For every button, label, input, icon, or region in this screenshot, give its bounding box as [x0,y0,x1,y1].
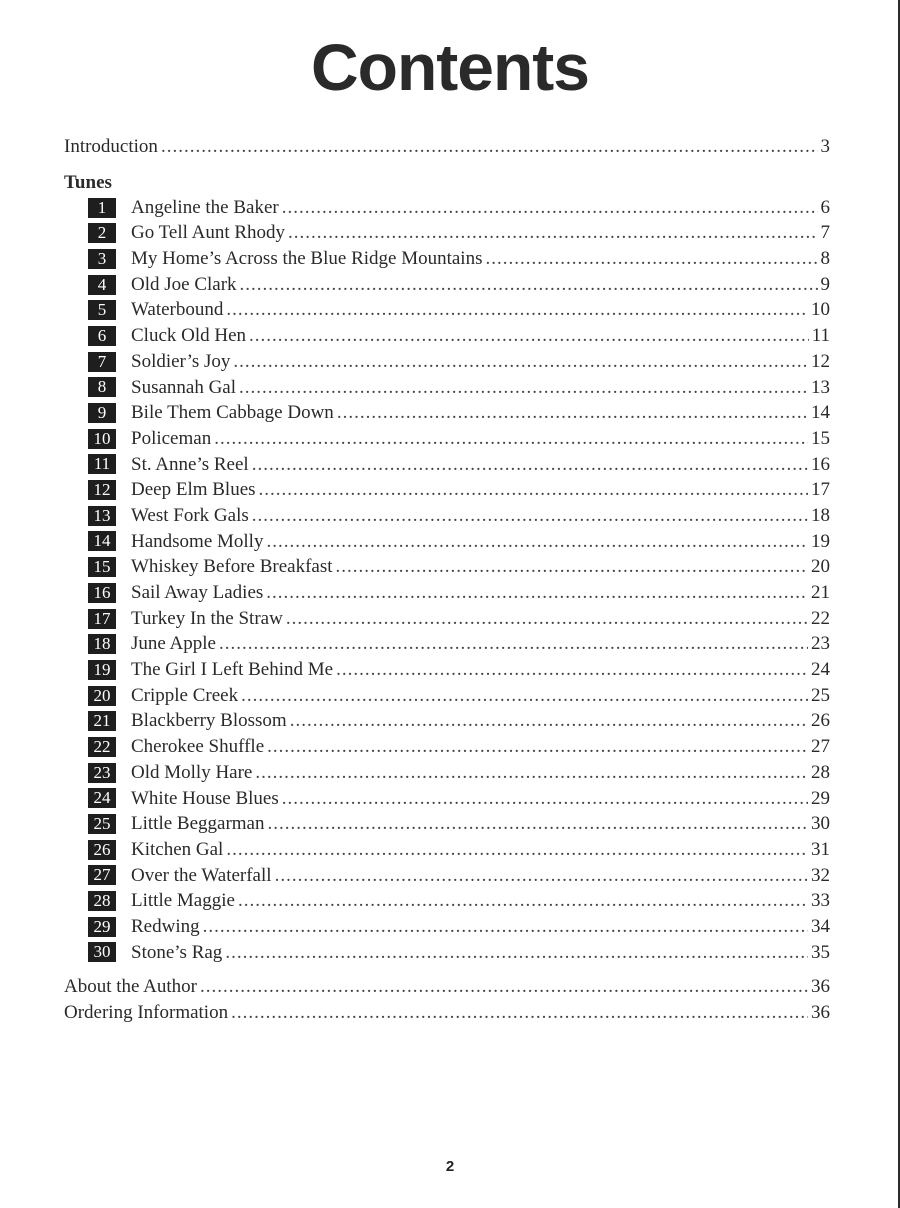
dot-leader [337,400,808,426]
toc-entry-tune[interactable] [64,734,830,760]
dot-leader [282,195,818,221]
toc-entry-label: West Fork Gals [131,504,249,526]
tune-number-badge: 30 [88,942,116,962]
dot-leader [200,974,808,1000]
toc-entry-tune[interactable] [64,760,830,786]
toc-entry-page: 28 [811,761,830,783]
tune-number-badge: 1 [88,198,116,218]
dot-leader [226,297,808,323]
dot-leader [286,606,808,632]
toc-entry-page: 25 [811,684,830,706]
toc-entry-page: 35 [811,941,830,963]
toc-entry-tune[interactable] [64,195,830,221]
toc-entry-tune[interactable] [64,554,830,580]
toc-entry-page: 19 [811,530,830,552]
toc-entry-tune[interactable] [64,297,830,323]
toc-entry-label: St. Anne’s Reel [131,453,249,475]
toc-entry-label: Little Maggie [131,890,235,912]
tune-number-badge: 3 [88,249,116,269]
tune-number-badge: 13 [88,506,116,526]
toc-entry-introduction[interactable] [64,134,830,160]
toc-entry-tune[interactable] [64,940,830,966]
toc-entry-page: 27 [811,736,830,758]
page-number: 2 [445,1158,455,1175]
dot-leader [252,503,808,529]
dot-leader [255,760,808,786]
toc-entry-label: Sail Away Ladies [131,582,264,603]
toc-entry-label: Blackberry Blossom [131,710,287,732]
dot-leader [238,888,808,914]
toc-entry-tune[interactable] [64,708,830,734]
toc-entry-label: Cluck Old Hen [131,325,247,347]
toc-entry-label: Cripple Creek [131,684,239,706]
back-matter-list [64,974,830,1025]
toc-entry-page: 6 [820,196,830,218]
dot-leader [485,246,817,272]
toc-entry-page: 7 [820,222,830,244]
toc-entry-tune[interactable] [64,631,830,657]
toc-entry-page: 31 [811,838,830,860]
toc-entry-page: 12 [811,350,830,372]
toc-entry-label: Soldier’s Joy [131,350,231,372]
toc-entry-label: Whiskey Before Breakfast [131,556,333,578]
toc-entry-page: 30 [811,813,830,835]
toc-entry-label: Cherokee Shuffle [131,736,265,758]
toc-entry-page: 3 [820,136,830,157]
dot-leader [267,734,808,760]
tune-number-badge: 22 [88,737,116,757]
dot-leader [226,837,808,863]
toc-entry-label: Handsome Molly [131,530,264,552]
toc-entry-label: Turkey In the Straw [131,607,283,629]
toc-entry-page: 18 [811,504,830,526]
dot-leader [290,708,808,734]
tune-number-badge: 2 [88,223,116,243]
tune-number-badge: 6 [88,326,116,346]
dot-leader [239,375,808,401]
toc-entry-tune[interactable] [64,888,830,914]
tune-number-badge: 21 [88,711,116,731]
toc-entry-page: 36 [811,1002,830,1023]
toc-entry-label: Redwing [131,915,200,937]
tune-number-badge: 23 [88,763,116,783]
toc-entry-tune[interactable] [64,914,830,940]
toc-entry-label: Introduction [64,136,158,157]
dot-leader [266,529,808,555]
toc-entry-label: Bile Them Cabbage Down [131,402,334,424]
dot-leader [267,811,808,837]
toc-entry-page: 36 [811,976,830,998]
toc-entry-label: Waterbound [131,299,224,321]
dot-leader [336,657,808,683]
toc-entry-page: 9 [820,273,830,295]
toc-entry-page: 10 [811,299,830,321]
toc-entry-label: The Girl I Left Behind Me [131,659,334,681]
toc-entry-tune[interactable] [64,349,830,375]
toc-entry-tune[interactable] [64,323,830,349]
toc-entry-page: 16 [811,453,830,475]
toc-entry-tune[interactable] [64,503,830,529]
toc-entry-page: 32 [811,864,830,886]
tune-number-badge: 10 [88,429,116,449]
toc-entry-label: Susannah Gal [131,376,237,398]
dot-leader [219,631,808,657]
toc-entry-page: 21 [811,582,830,603]
dot-leader [240,272,818,298]
toc-entry-tune[interactable] [64,272,830,298]
toc-entry-tune[interactable] [64,220,830,246]
tune-number-badge: 4 [88,275,116,295]
tune-number-badge: 20 [88,686,116,706]
table-of-contents [64,134,830,1026]
dot-leader [233,349,808,375]
tune-number-badge: 16 [88,583,116,603]
toc-entry-label: June Apple [131,633,216,655]
tune-number-badge: 25 [88,814,116,834]
toc-entry-tune[interactable] [64,811,830,837]
toc-entry-tune[interactable] [64,529,830,555]
tune-number-badge: 12 [88,480,116,500]
dot-leader [161,134,818,160]
toc-entry-back-matter[interactable] [64,1000,830,1026]
page-title: Contents [311,30,589,104]
toc-entry-page: 13 [811,376,830,398]
dot-leader [275,863,808,889]
toc-entry-tune[interactable] [64,786,830,812]
toc-entry-page: 14 [811,402,830,424]
toc-entry-label: Over the Waterfall [131,864,272,886]
toc-entry-label: Old Joe Clark [131,273,237,295]
dot-leader [225,940,808,966]
tune-number-badge: 15 [88,557,116,577]
toc-entry-page: 24 [811,659,830,681]
toc-entry-page: 17 [811,479,830,501]
toc-entry-tune[interactable] [64,863,830,889]
toc-entry-label: Deep Elm Blues [131,479,256,501]
toc-entry-tune[interactable] [64,606,830,632]
toc-entry-tune[interactable] [64,400,830,426]
section-heading-tunes: Tunes [64,171,112,193]
toc-entry-label: Stone’s Rag [131,941,223,963]
tune-number-badge: 7 [88,352,116,372]
toc-entry-tune[interactable] [64,837,830,863]
tune-number-badge: 29 [88,917,116,937]
tune-number-badge: 18 [88,634,116,654]
tune-number-badge: 14 [88,531,116,551]
toc-entry-tune[interactable] [64,375,830,401]
toc-entry-page: 33 [811,890,830,912]
toc-entry-page: 34 [811,915,830,937]
dot-leader [259,477,808,503]
dot-leader [241,683,808,709]
toc-entry-page: 26 [811,710,830,732]
toc-entry-label: My Home’s Across the Blue Ridge Mountains [131,248,483,270]
toc-entry-label: Kitchen Gal [131,838,224,860]
toc-entry-label: Old Molly Hare [131,761,253,783]
toc-entry-tune[interactable] [64,477,830,503]
dot-leader [203,914,808,940]
toc-entry-tune[interactable] [64,452,830,478]
toc-entry-page: 29 [811,787,830,809]
tune-number-badge: 28 [88,891,116,911]
tune-number-badge: 26 [88,840,116,860]
toc-entry-tune[interactable] [64,246,830,272]
tune-number-badge: 8 [88,377,116,397]
dot-leader [252,452,808,478]
dot-leader [214,426,808,452]
toc-entry-page: 8 [820,248,830,270]
toc-entry-tune[interactable] [64,580,830,606]
dot-leader [249,323,809,349]
toc-entry-label: About the Author [64,976,197,998]
toc-entry-tune[interactable] [64,426,830,452]
dot-leader [288,220,817,246]
toc-entry-tune[interactable] [64,683,830,709]
toc-entry-page: 11 [811,325,830,347]
toc-entry-page: 20 [811,556,830,578]
toc-entry-page: 23 [811,633,830,655]
toc-entry-tune[interactable] [64,657,830,683]
dot-leader [231,1000,808,1026]
toc-entry-label: Ordering Information [64,1002,229,1023]
toc-entry-label: Angeline the Baker [131,196,279,218]
tune-number-badge: 5 [88,300,116,320]
toc-entry-label: White House Blues [131,787,279,809]
tune-number-badge: 17 [88,609,116,629]
tune-number-badge: 11 [88,454,116,474]
tunes-list [64,195,830,966]
toc-entry-back-matter[interactable] [64,974,830,1000]
dot-leader [282,786,808,812]
tune-number-badge: 9 [88,403,116,423]
toc-entry-page: 22 [811,607,830,629]
tune-number-badge: 24 [88,788,116,808]
tune-number-badge: 27 [88,865,116,885]
toc-entry-label: Little Beggarman [131,813,265,835]
toc-entry-label: Policeman [131,427,212,449]
dot-leader [266,580,808,606]
tune-number-badge: 19 [88,660,116,680]
toc-entry-label: Go Tell Aunt Rhody [131,222,286,244]
toc-entry-page: 15 [811,427,830,449]
dot-leader [336,554,808,580]
